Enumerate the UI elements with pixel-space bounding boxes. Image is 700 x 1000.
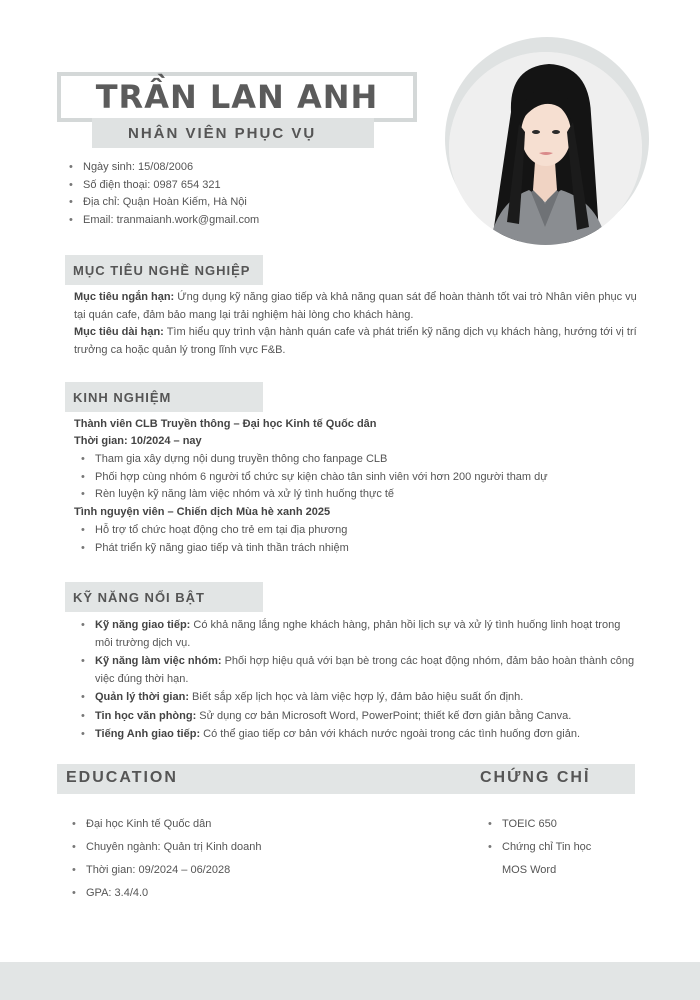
skill-text: Có khả năng lắng nghe khách hàng, phản hồi lịch sự và xử lý tình huống linh hoạt trong môi trường dịch vụ. — [95, 619, 621, 649]
job1-item: • Phối hợp cùng nhóm 6 người tổ chức sự kiện chào tân sinh viên với hơn 200 người tham dự — [95, 469, 548, 487]
education-item: • Đại học Kinh tế Quốc dân — [86, 813, 262, 836]
objective-heading-bar — [65, 255, 263, 285]
job2-item: • Hỗ trợ tổ chức hoạt động cho trẻ em tại địa phương — [95, 522, 349, 540]
certificates-heading: CHỨNG CHỈ — [480, 769, 591, 786]
job-title: NHÂN VIÊN PHỤC VỤ — [128, 124, 317, 142]
job2-title: Tình nguyện viên – Chiến dịch Mùa hè xanh 2025 — [74, 506, 331, 518]
skill-item — [95, 617, 640, 652]
contact-list — [83, 159, 259, 229]
experience-heading-bar — [65, 382, 263, 412]
skills-heading: KỸ NĂNG NỔI BẬT — [73, 589, 205, 605]
candidate-name: TRẦN LAN ANH — [95, 78, 379, 116]
skill-text: Biết sắp xếp lịch học và làm việc hợp lý, đảm bảo hiệu suất ổn định. — [189, 691, 524, 703]
short-term-text: Ứng dụng kỹ năng giao tiếp và khả năng quan sát để hoàn thành tốt vai trò Nhân viên phục vụ tại quán cafe, đảm bảo mang lại trải nghiệm hài lòng cho khách hàng. — [74, 291, 637, 321]
skill-label: Tiếng Anh giao tiếp: — [95, 728, 201, 740]
skill-label: Kỹ năng làm việc nhóm: — [95, 655, 222, 667]
job1-list — [95, 451, 548, 504]
short-term-goal — [74, 289, 639, 324]
skill-label: Tin học văn phòng: — [95, 709, 197, 722]
job1-title: Thành viên CLB Truyền thông – Đại học Kinh tế Quốc dân — [74, 418, 377, 430]
job1-time: Thời gian: 10/2024 – nay — [74, 435, 202, 447]
footer-bar — [0, 962, 700, 1000]
job1-item: • Tham gia xây dựng nội dung truyền thông cho fanpage CLB — [95, 451, 548, 469]
job1-item: • Rèn luyện kỹ năng làm việc nhóm và xử lý tình huống thực tế — [95, 486, 548, 504]
contact-phone: • Số điện thoại: 0987 654 321 — [83, 177, 259, 195]
short-term-label: Mục tiêu ngắn hạn: — [74, 291, 175, 303]
long-term-text: Tìm hiểu quy trình vận hành quán cafe và phát triển kỹ năng dịch vụ khách hàng, hướng tới vị trí trưởng ca hoặc quản lý trong lĩnh vực F&B. — [74, 326, 637, 356]
contact-birthdate: • Ngày sinh: 15/08/2006 — [83, 159, 259, 177]
experience-heading: KINH NGHIỆM — [73, 389, 172, 405]
skill-text: Sử dụng cơ bản Microsoft Word, PowerPoint; thiết kế đơn giản bằng Canva. — [196, 709, 572, 722]
certificate-item: • TOEIC 650 — [502, 813, 612, 836]
skill-label: Quản lý thời gian: — [95, 691, 189, 703]
skills-heading-bar — [65, 582, 263, 612]
contact-email: • Email: tranmaianh.work@gmail.com — [83, 212, 259, 230]
skill-label: Kỹ năng giao tiếp: — [95, 619, 191, 631]
long-term-goal — [74, 324, 639, 359]
skill-item — [95, 708, 640, 726]
objective-heading: MỤC TIÊU NGHỀ NGHIỆP — [73, 262, 251, 278]
job2-list — [95, 522, 349, 557]
education-heading: EDUCATION — [66, 769, 178, 786]
job-title-bar — [92, 118, 374, 148]
education-list — [86, 813, 262, 905]
education-item: • Chuyên ngành: Quản trị Kinh doanh — [86, 836, 262, 859]
skill-text: Có thể giao tiếp cơ bản với khách nước ngoài trong các tình huống đơn giản. — [200, 728, 581, 740]
education-item: • GPA: 3.4/4.0 — [86, 882, 262, 905]
certificate-item: • Chứng chỉ Tin học MOS Word — [502, 836, 612, 882]
education-item: • Thời gian: 09/2024 – 06/2028 — [86, 859, 262, 882]
job2-item: • Phát triển kỹ năng giao tiếp và tinh thần trách nhiệm — [95, 540, 349, 558]
certificates-list — [502, 813, 612, 882]
skill-item — [95, 689, 640, 707]
name-box — [57, 72, 417, 122]
objective-text — [74, 289, 639, 359]
skill-item — [95, 726, 640, 744]
skill-text: Phối hợp hiệu quả với bạn bè trong các hoạt động nhóm, đảm bảo hoàn thành công việc đúng thời hạn. — [95, 655, 635, 685]
profile-photo — [449, 52, 642, 245]
contact-address: • Địa chỉ: Quận Hoàn Kiếm, Hà Nội — [83, 194, 259, 212]
portrait-illustration — [449, 52, 642, 245]
long-term-label: Mục tiêu dài hạn: — [74, 326, 164, 338]
skill-item — [95, 653, 640, 688]
skills-list — [95, 617, 640, 745]
